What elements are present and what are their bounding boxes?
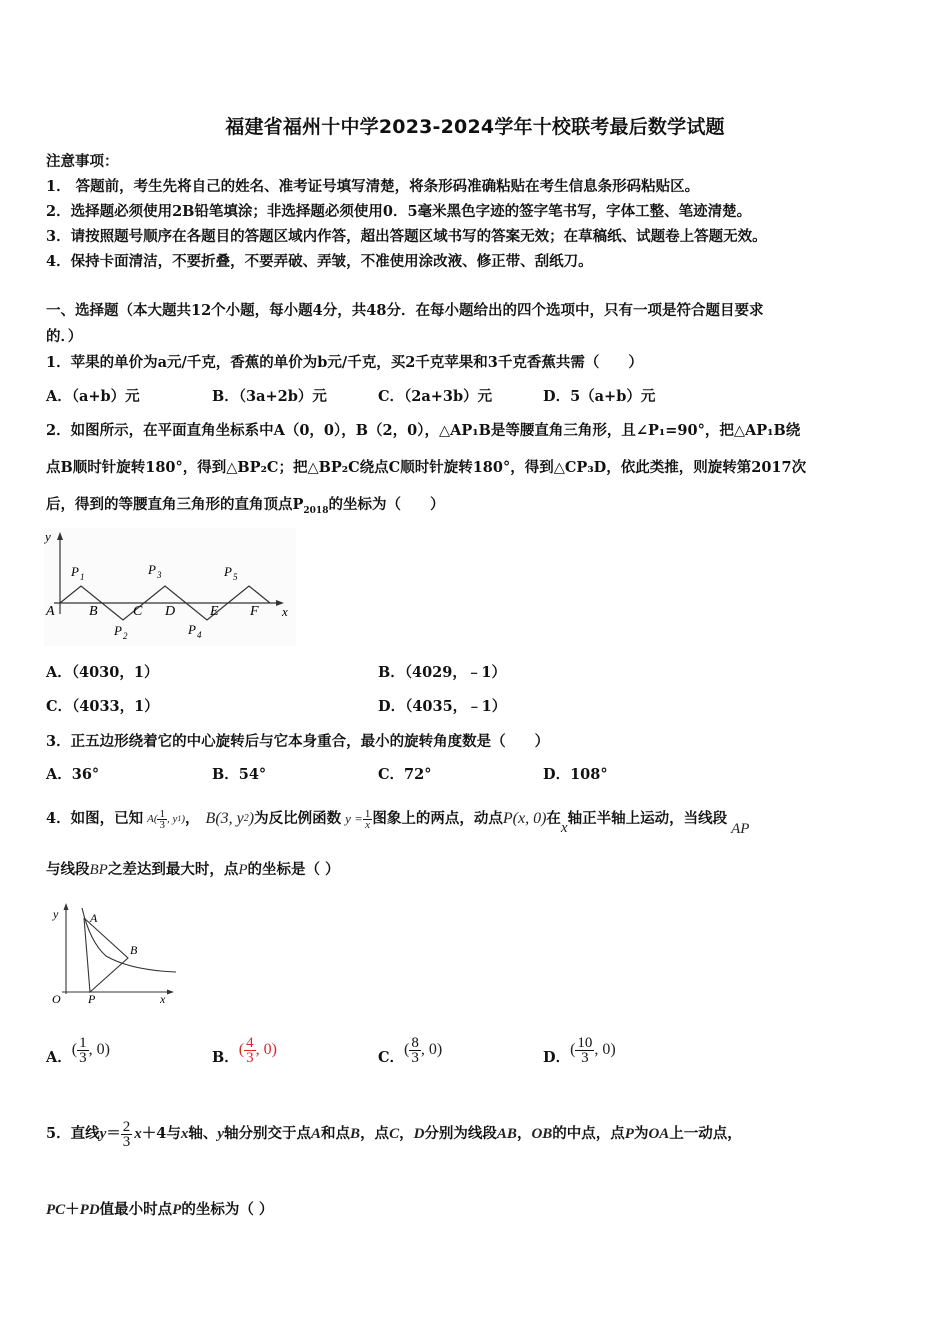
label-p2-sub: 2: [123, 631, 128, 641]
q2-option-c: C．（4033，1）: [46, 698, 159, 715]
label-b: B: [130, 943, 138, 957]
notice-item: 2．选择题必须使用2B铅笔填涂；非选择题必须使用0．5毫米黑色字迹的签字笔书写，字体工整、笔迹清楚。: [46, 203, 752, 220]
notice-item: 3．请按照题号顺序在各题目的答题区域内作答，超出答题区域书写的答案无效；在草稿纸、试题卷上答题无效。: [46, 228, 767, 245]
label-f: F: [250, 604, 259, 619]
fraction: $\frac{10}{3}$: [577, 1034, 593, 1066]
fraction: $\frac{2}{3}$: [122, 1118, 131, 1150]
label-p2: P: [114, 623, 122, 638]
q2-figure: [44, 528, 296, 646]
q4-option-c: C． ( $\frac{8}{3}$ , 0): [378, 1034, 443, 1066]
label-p5-sub: 5: [233, 572, 238, 582]
section-heading-cont: 的．）: [46, 328, 83, 345]
q4-figure: [44, 900, 184, 1008]
x-axis-arrow: [167, 990, 174, 995]
origin-label: O: [52, 992, 61, 1006]
label-p4-sub: 4: [197, 630, 202, 640]
page-title: 福建省福州十中学2023-2024学年十校联考最后数学试题: [225, 116, 725, 138]
fraction: $\frac{1}{3}$: [159, 807, 165, 831]
q5-stem-line1: 5．直线 y ＝ $\frac{2}{3}$ x ＋4与 x 轴、 y 轴分别交于点 A 和点 B ，点 C ， D 分别为线段 AB ， OB 的中点，点 P 为 OA 上一动点，: [46, 1118, 742, 1150]
q4-option-b: B． ( $\frac{4}{3}$ , 0): [212, 1034, 277, 1066]
y-label: y: [53, 907, 59, 921]
q1-option-c: C．（2a+3b）元: [378, 388, 493, 405]
q3-option-b: B．54°: [212, 766, 267, 783]
notice-item: 4．保持卡面清洁，不要折叠，不要弄破、弄皱，不准使用涂改液、修正带、刮纸刀。: [46, 253, 593, 270]
label-c: C: [133, 604, 143, 619]
q1-stem: 1．苹果的单价为a元/千克，香蕉的单价为b元/千克，买2千克苹果和3千克香蕉共需（ ）: [46, 354, 643, 371]
triangle-pab: [84, 918, 128, 992]
q1-option-d: D．5（a+b）元: [543, 388, 656, 405]
fraction: $\frac{8}{3}$: [411, 1034, 419, 1066]
q1-option-b: B．（3a+2b）元: [212, 388, 327, 405]
label-p1: P: [71, 564, 79, 579]
label-p3: P: [148, 562, 156, 577]
label-p4: P: [188, 622, 196, 637]
q2-option-d: D．（4035，﹣1）: [378, 698, 507, 715]
label-p5: P: [224, 564, 232, 579]
q3-option-d: D．108°: [543, 766, 608, 783]
q2-stem-line1: 2．如图所示，在平面直角坐标系中A（0，0），B（2，0），△AP₁B是等腰直角三角形，且∠P₁=90°，把△AP₁B绕: [46, 422, 801, 439]
q3-option-c: C．72°: [378, 766, 432, 783]
label-a: A: [90, 911, 98, 925]
q4-option-d: D． ( $\frac{10}{3}$ , 0): [543, 1034, 616, 1066]
label-p: P: [88, 992, 96, 1006]
fraction: $\frac{4}{3}$: [246, 1034, 254, 1066]
fraction: $\frac{1}{3}$: [79, 1034, 87, 1066]
q2-option-a: A．（4030，1）: [46, 664, 159, 681]
notice-item: 1． 答题前，考生先将自己的姓名、准考证号填写清楚，将条形码准确粘贴在考生信息条形码粘贴区。: [46, 178, 700, 195]
q4-stem-line1: 4．如图，已知 A( $\frac{1}{3}$ , y 1 ) ， B(3, y 2 ) 为反比例函数 y = $\frac{1}{x}$ 图象上的两点，动点 P(x, 0) 在 x 轴正半轴上运动，当线段 AP: [46, 807, 750, 837]
y-axis-arrow: [64, 903, 69, 910]
q5-stem-line2: PC＋PD值最小时点P的坐标为（ ）: [46, 1201, 274, 1218]
q4-stem-line2: 与线段BP之差达到最大时，点P的坐标是（ ）: [46, 861, 340, 878]
section-heading: 一、选择题（本大题共12个小题，每小题4分，共48分．在每小题给出的四个选项中，只有一项是符合题目要求: [46, 302, 764, 319]
label-e: E: [210, 604, 219, 619]
q2-option-b: B．（4029，﹣1）: [378, 664, 506, 681]
q3-option-a: A．36°: [46, 766, 100, 783]
x-label: x: [282, 604, 288, 619]
q4-option-a: A． ( $\frac{1}{3}$ , 0): [46, 1034, 110, 1066]
q2-stem-line3: 后，得到的等腰直角三角形的直角顶点$P_{2018}$的坐标为（ ）: [46, 496, 445, 516]
label-p3-sub: 3: [157, 570, 162, 580]
label-a: A: [46, 604, 55, 619]
label-d: D: [165, 604, 176, 619]
fraction: $\frac{1}{x}$: [364, 807, 371, 831]
notice-heading: 注意事项：: [46, 153, 119, 170]
x-label: x: [160, 992, 166, 1006]
label-b: B: [89, 604, 98, 619]
y-label: y: [45, 529, 51, 544]
q3-stem: 3．正五边形绕着它的中心旋转后与它本身重合，最小的旋转角度数是（ ）: [46, 733, 550, 750]
q1-option-a: A．（a+b）元: [46, 388, 140, 405]
q2-stem-line2: 点B顺时针旋转180°，得到△BP₂C；把△BP₂C绕点C顺时针旋转180°，得到△CP₃D，依此类推，则旋转第2017次: [46, 459, 807, 476]
label-p1-sub: 1: [80, 572, 85, 582]
